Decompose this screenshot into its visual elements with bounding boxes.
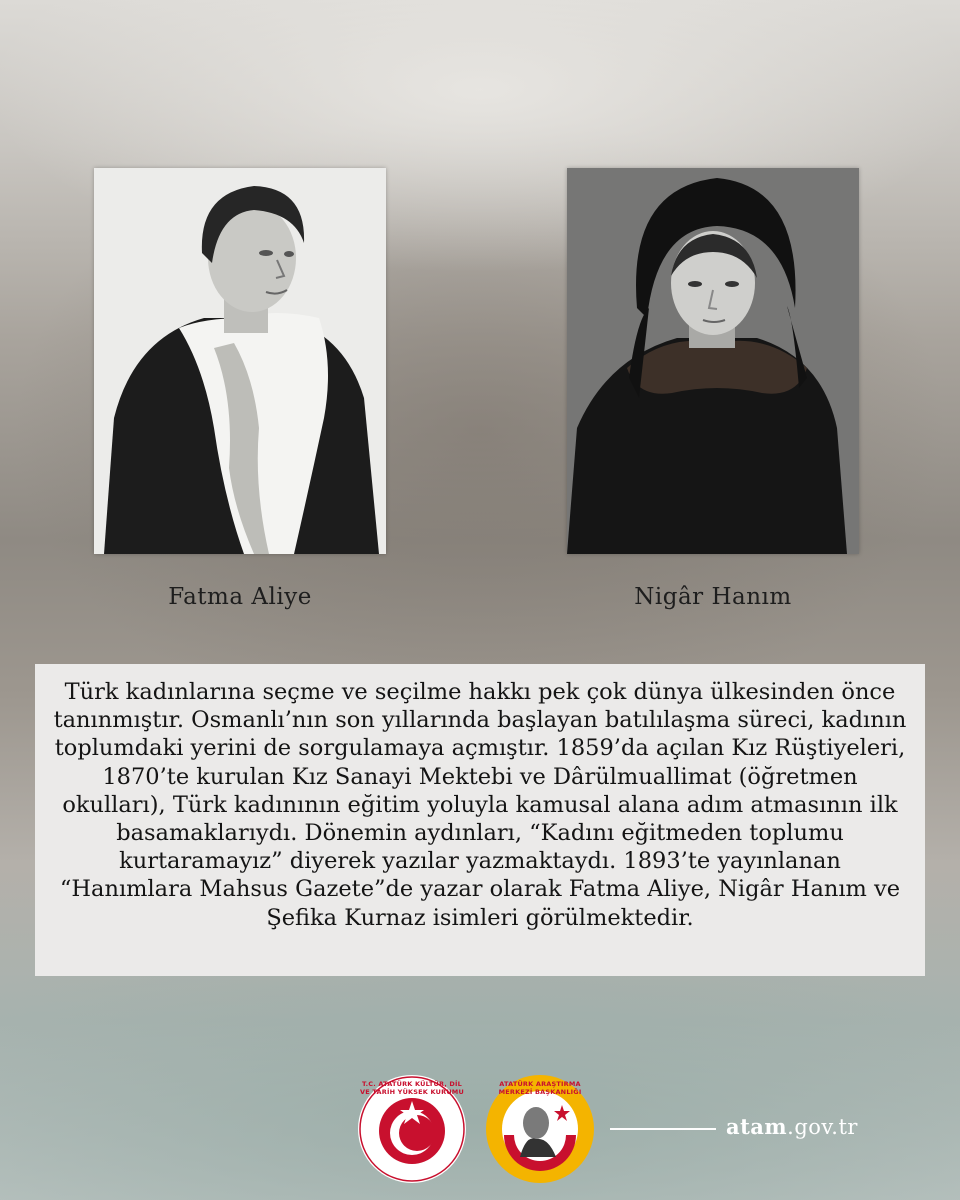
portrait-fatma-aliye-image bbox=[94, 168, 386, 554]
caption-fatma-aliye: Fatma Aliye bbox=[168, 584, 312, 610]
portrait-fatma-aliye bbox=[94, 168, 386, 554]
info-paragraph: Türk kadınlarına seçme ve seçilme hakkı pek çok dünya ülkesinden önce tanınmıştır. Osmanlı’nın son yıllarında başlayan batılılaşma süreci, kadının toplumdaki yerini de sorgulamaya açmıştır. 1859’da açılan Kız Rüştiyeleri, 1870’te kurulan Kız Sanayi Mektebi ve Dârülmuallimat (öğretmen okulları), Türk kadınının eğitim yoluyla kamusal alana adım atmasının ilk basamaklarıydı. Dönemin aydınları, “Kadını eğitmeden toplumu kurtaramayız” diyerek yazılar yazmaktaydı. 1893’te yayınlanan “Hanımlara Mahsus Gazete”de yazar olarak Fatma Aliye, Nigâr Hanım ve Şefika Kurnaz isimleri görülmektedir. bbox=[53, 679, 907, 931]
portrait-nigar-hanim bbox=[567, 168, 859, 554]
info-text-box bbox=[35, 664, 925, 976]
footer-divider bbox=[610, 1128, 716, 1130]
logo-1-label: T.C. ATATÜRK KÜLTÜR, DİL VE TARİH YÜKSEK KURUMU bbox=[360, 1080, 464, 1096]
portrait-nigar-hanim-image bbox=[567, 168, 859, 554]
site-suffix: .gov.tr bbox=[787, 1115, 858, 1139]
logo-2-label: ATATÜRK ARAŞTIRMA MERKEZİ BAŞKANLIĞI bbox=[498, 1080, 582, 1096]
logo-2-year: 1983 bbox=[527, 1161, 553, 1171]
site-domain: atam bbox=[726, 1114, 788, 1139]
ataturk-arastirma-merkezi-logo bbox=[486, 1075, 594, 1183]
atam-kurum-logo bbox=[358, 1075, 466, 1183]
caption-nigar-hanim: Nigâr Hanım bbox=[634, 584, 792, 610]
website-link[interactable] bbox=[726, 1114, 858, 1139]
